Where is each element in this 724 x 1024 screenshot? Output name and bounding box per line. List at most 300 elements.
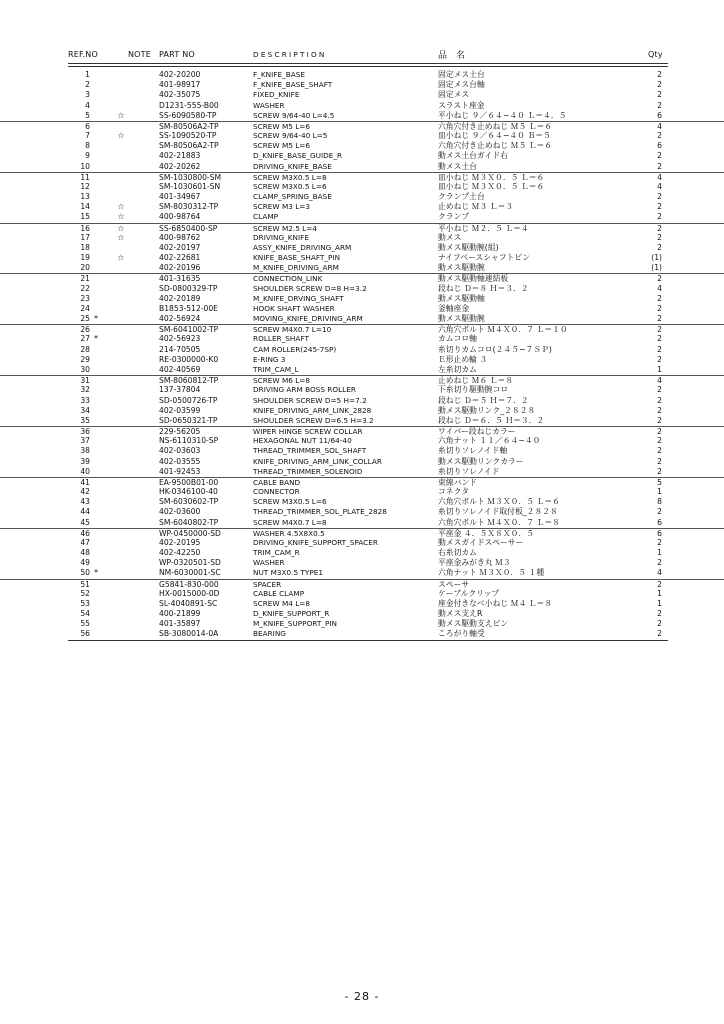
description: WIPER HINGE SCREW COLLAR <box>253 427 363 437</box>
japanese-name: 皿小ねじ ９／６４−４０ Ｂ＝５ <box>438 131 551 141</box>
table-row <box>0 121 724 131</box>
ref-no: 48 <box>80 548 90 558</box>
qty: 2 <box>657 131 662 141</box>
ref-no: 33 <box>80 395 90 405</box>
part-no: 402-20262 <box>159 161 201 171</box>
qty: 2 <box>657 202 662 212</box>
table-row <box>0 548 724 558</box>
qty: 2 <box>657 456 662 466</box>
qty: 2 <box>657 303 662 313</box>
description: THREAD_TRIMMER_SOLENOID <box>253 466 363 476</box>
japanese-name: 六角穴ボルト Ｍ４Ｘ０．７ Ｌ＝８ <box>438 517 560 527</box>
qty: 4 <box>657 376 662 386</box>
description: D_KNIFE_BASE_GUIDE_R <box>253 151 343 161</box>
table-row <box>0 202 724 212</box>
japanese-name: 束線バンド <box>438 477 477 487</box>
japanese-name: 動メス駆動腕 <box>438 263 485 273</box>
description: SHOULDER SCREW D=8 H=3.2 <box>253 283 367 293</box>
ref-no: 27 <box>80 334 90 344</box>
table-row <box>0 243 724 253</box>
part-no: SB-3080014-0A <box>159 629 219 639</box>
ref-no: 25 <box>80 314 90 324</box>
star-mark: ☆ <box>117 253 125 263</box>
description: SCREW M3X0.5 L=6 <box>253 497 327 507</box>
qty: 2 <box>657 354 662 364</box>
japanese-name: 動メスガイドスペーサー <box>438 537 524 547</box>
japanese-name: 六角穴付き止めねじ Ｍ５ Ｌ＝６ <box>438 141 553 151</box>
japanese-name: 釜軸座金 <box>438 303 470 313</box>
qty: 2 <box>657 619 662 629</box>
japanese-name: 皿小ねじ Ｍ３Ｘ０．５ Ｌ＝６ <box>438 181 545 191</box>
table-row <box>0 273 724 283</box>
table-row <box>0 253 724 263</box>
table-row <box>0 304 724 314</box>
japanese-name: 段ねじ Ｄ＝８ Ｈ＝３．２ <box>438 283 529 293</box>
qty: 2 <box>657 334 662 344</box>
description: SCREW M3 L=3 <box>253 202 311 212</box>
ref-no: 50 <box>80 568 90 578</box>
japanese-name: 左糸切カム <box>438 364 477 374</box>
japanese-name: 六角ナット Ｍ３Ｘ０．５ １種 <box>438 568 545 578</box>
qty: 2 <box>657 325 662 335</box>
part-no: SL-4040891-SC <box>159 598 218 608</box>
japanese-name: ナイフベースシャフトピン <box>438 253 530 263</box>
header-japanese-name: 品 名 <box>438 51 466 61</box>
description: D_KNIFE_SUPPORT_R <box>253 609 330 619</box>
qty: 2 <box>657 161 662 171</box>
qty: 2 <box>657 192 662 202</box>
part-no: 137-37804 <box>159 385 201 395</box>
qty: 2 <box>657 80 662 90</box>
star-mark: ☆ <box>117 212 125 222</box>
ref-no: 15 <box>80 212 90 222</box>
table-row <box>0 111 724 121</box>
japanese-name: 動メス駆動軸連結板 <box>438 274 509 284</box>
table-row <box>0 406 724 416</box>
qty: 2 <box>657 558 662 568</box>
table-row <box>0 223 724 233</box>
header-part-no: PART NO <box>159 50 195 59</box>
ref-no: 24 <box>80 303 90 313</box>
ref-no: 21 <box>80 274 90 284</box>
description: SCREW 9/64-40 L=5 <box>253 131 328 141</box>
ref-no: 41 <box>80 477 90 487</box>
ref-no: 12 <box>80 181 90 191</box>
part-no: 402-42250 <box>159 548 201 558</box>
table-row <box>0 629 724 639</box>
qty: 2 <box>657 395 662 405</box>
table-row <box>0 497 724 507</box>
ref-no: 55 <box>80 619 90 629</box>
part-no: 401-34967 <box>159 192 201 202</box>
qty: 5 <box>657 477 662 487</box>
description: SPACER <box>253 579 282 589</box>
ref-no: 30 <box>80 364 90 374</box>
qty: 6 <box>657 141 662 151</box>
qty: 1 <box>657 598 662 608</box>
part-no: 400-98762 <box>159 232 201 242</box>
description: SCREW M3X0.5 L=6 <box>253 181 327 191</box>
ref-no: 34 <box>80 405 90 415</box>
part-no: SM-80506A2-TP <box>159 121 219 131</box>
qty: 1 <box>657 364 662 374</box>
qty: 2 <box>657 609 662 619</box>
qty: 2 <box>657 274 662 284</box>
table-row <box>0 579 724 589</box>
japanese-name: 座金付きなべ小ねじ Ｍ４ Ｌ＝８ <box>438 598 553 608</box>
ref-no: 16 <box>80 223 90 233</box>
part-no: SM-6030602-TP <box>159 497 219 507</box>
ref-no: 49 <box>80 558 90 568</box>
japanese-name: 動メス土台 <box>438 161 477 171</box>
ref-no: 29 <box>80 354 90 364</box>
table-row <box>0 182 724 192</box>
qty: 2 <box>657 579 662 589</box>
part-no: 402-03603 <box>159 446 201 456</box>
table-row <box>0 477 724 487</box>
description: KNIFE_BASE_SHAFT_PIN <box>253 253 341 263</box>
japanese-name: 糸切りカムコロ(２４５−７ＳＰ) <box>438 344 552 354</box>
description: ROLLER_SHAFT <box>253 334 309 344</box>
table-row <box>0 141 724 151</box>
ref-no: 32 <box>80 385 90 395</box>
part-no: NS-6110310-SP <box>159 436 219 446</box>
part-no: 401-98917 <box>159 80 201 90</box>
note-mark: * <box>94 334 98 344</box>
header-rule-top <box>68 63 668 64</box>
ref-no: 31 <box>80 376 90 386</box>
ref-no: 44 <box>80 507 90 517</box>
page-number: - 28 - <box>344 990 380 1003</box>
part-no: SD-0800329-TP <box>159 283 218 293</box>
part-no: 402-56924 <box>159 314 201 324</box>
description: CABLE CLAMP <box>253 588 305 598</box>
description: CLAMP_SPRING_BASE <box>253 192 332 202</box>
part-no: SM-6040802-TP <box>159 517 219 527</box>
japanese-name: 動メス駆動腕(組) <box>438 242 499 252</box>
description: KNIFE_DRIVING_ARM_LINK_COLLAR <box>253 456 382 466</box>
table-row <box>0 212 724 222</box>
part-no: NM-6030001-SC <box>159 568 221 578</box>
header-description: DESCRIPTION <box>253 50 327 59</box>
table-row <box>0 436 724 446</box>
table-row <box>0 558 724 568</box>
part-no: SS-6850400-SP <box>159 223 218 233</box>
table-row <box>0 233 724 243</box>
qty: 2 <box>657 507 662 517</box>
japanese-name: 六角穴付き止めねじ Ｍ５ Ｌ＝６ <box>438 121 553 131</box>
part-no: SD-0650321-TP <box>159 415 218 425</box>
qty: 2 <box>657 151 662 161</box>
qty: 2 <box>657 344 662 354</box>
note-mark: * <box>94 314 98 324</box>
ref-no: 13 <box>80 192 90 202</box>
part-no: 402-03600 <box>159 507 201 517</box>
japanese-name: 平座金みがき丸 Ｍ３ <box>438 558 511 568</box>
japanese-name: 平小ねじ ９／６４−４０ Ｌ＝４．５ <box>438 110 567 120</box>
qty: 2 <box>657 293 662 303</box>
table-row <box>0 426 724 436</box>
table-row <box>0 457 724 467</box>
ref-no: 4 <box>85 100 90 110</box>
table-bottom-rule <box>68 640 668 641</box>
description: M_KNIFE_DRIVING_ARM <box>253 263 339 273</box>
japanese-name: スラスト座金 <box>438 100 485 110</box>
japanese-name: 平小ねじ Ｍ２．５ Ｌ＝４ <box>438 223 529 233</box>
description: SCREW M4X0.7 L=8 <box>253 517 327 527</box>
japanese-name: 動メス駆動リンクカラー <box>438 456 524 466</box>
table-row <box>0 314 724 324</box>
japanese-name: ケーブルクリップ <box>438 588 500 598</box>
ref-no: 19 <box>80 253 90 263</box>
qty: 2 <box>657 466 662 476</box>
description: M_KNIFE_DRVING_SHAFT <box>253 293 344 303</box>
part-no: SM-6041002-TP <box>159 325 219 335</box>
table-row <box>0 70 724 80</box>
qty: 4 <box>657 283 662 293</box>
table-row <box>0 263 724 273</box>
description: DRIVING ARM BOSS ROLLER <box>253 385 356 395</box>
table-row <box>0 619 724 629</box>
description: MOVING_KNIFE_DRIVING_ARM <box>253 314 363 324</box>
qty: 8 <box>657 497 662 507</box>
header-rule-bottom <box>68 66 668 67</box>
japanese-name: 六角穴ボルト Ｍ４Ｘ０．７ Ｌ＝１０ <box>438 325 568 335</box>
qty: 6 <box>657 110 662 120</box>
japanese-name: 六角ナット １１／６４−４０ <box>438 436 541 446</box>
qty: 2 <box>657 385 662 395</box>
ref-no: 36 <box>80 427 90 437</box>
qty: 2 <box>657 223 662 233</box>
ref-no: 54 <box>80 609 90 619</box>
table-row <box>0 324 724 334</box>
part-no: G5841-830-000 <box>159 579 219 589</box>
japanese-name: 止めねじ Ｍ３ Ｌ＝３ <box>438 202 514 212</box>
japanese-name: カムコロ軸 <box>438 334 477 344</box>
table-row <box>0 609 724 619</box>
description: ASSY_KNIFE_DRIVING_ARM <box>253 242 352 252</box>
qty: 4 <box>657 172 662 182</box>
description: THREAD_TRIMMER_SOL_SHAFT <box>253 446 367 456</box>
note-mark: * <box>94 568 98 578</box>
japanese-name: 糸切りソレノイド <box>438 466 500 476</box>
qty: 4 <box>657 568 662 578</box>
table-row <box>0 101 724 111</box>
description: SCREW M6 L=8 <box>253 376 311 386</box>
part-no: 401-92453 <box>159 466 201 476</box>
japanese-name: 下糸切り駆動腕コロ <box>438 385 509 395</box>
ref-no: 2 <box>85 80 90 90</box>
qty: (1) <box>651 263 662 273</box>
table-row <box>0 90 724 100</box>
ref-no: 28 <box>80 344 90 354</box>
table-row <box>0 365 724 375</box>
japanese-name: ワイパー段ねじカラー <box>438 427 516 437</box>
ref-no: 9 <box>85 151 90 161</box>
table-row <box>0 294 724 304</box>
description: E-RING 3 <box>253 354 286 364</box>
qty: 2 <box>657 629 662 639</box>
japanese-name: 右糸切カム <box>438 548 477 558</box>
qty: 1 <box>657 548 662 558</box>
description: F_KNIFE_BASE <box>253 70 305 79</box>
description: CONNECTOR <box>253 487 300 497</box>
part-no: EA-9500B01-00 <box>159 477 219 487</box>
description: NUT M3X0.5 TYPE1 <box>253 568 324 578</box>
parts-table <box>0 70 724 640</box>
qty: 2 <box>657 446 662 456</box>
japanese-name: スペーサ <box>438 579 470 589</box>
ref-no: 8 <box>85 141 90 151</box>
part-no: 400-98764 <box>159 212 201 222</box>
part-no: D1231-555-B00 <box>159 100 219 110</box>
part-no: SM-1030601-SN <box>159 181 221 191</box>
ref-no: 56 <box>80 629 90 639</box>
table-row <box>0 375 724 385</box>
qty: 2 <box>657 537 662 547</box>
qty: 1 <box>657 588 662 598</box>
ref-no: 17 <box>80 232 90 242</box>
description: FIXED_KNIFE <box>253 90 300 100</box>
description: CLAMP <box>253 212 279 222</box>
description: TRIM_CAM_L <box>253 364 299 374</box>
header-qty: Qty <box>648 50 663 59</box>
star-mark: ☆ <box>117 131 125 141</box>
description: SCREW M4 L=8 <box>253 598 311 608</box>
ref-no: 26 <box>80 325 90 335</box>
ref-no: 47 <box>80 537 90 547</box>
qty: 6 <box>657 528 662 538</box>
table-row <box>0 334 724 344</box>
table-row <box>0 151 724 161</box>
qty: 2 <box>657 436 662 446</box>
part-no: 402-21883 <box>159 151 201 161</box>
ref-no: 45 <box>80 517 90 527</box>
table-row <box>0 507 724 517</box>
japanese-name: 皿小ねじ Ｍ３Ｘ０．５ Ｌ＝６ <box>438 172 545 182</box>
japanese-name: 動メス駆動リンク_２８２８ <box>438 405 536 415</box>
part-no: 402-22681 <box>159 253 201 263</box>
japanese-name: 動メス土台ガイド右 <box>438 151 508 161</box>
ref-no: 39 <box>80 456 90 466</box>
ref-no: 38 <box>80 446 90 456</box>
qty: 4 <box>657 181 662 191</box>
description: CAM ROLLER(245-7SP) <box>253 344 337 354</box>
description: DRIVING_KNIFE_BASE <box>253 161 332 171</box>
table-row <box>0 345 724 355</box>
star-mark: ☆ <box>117 232 125 242</box>
description: TRIM_CAM_R <box>253 548 300 558</box>
part-no: 402-35075 <box>159 90 201 100</box>
part-no: 229-56205 <box>159 427 201 437</box>
table-row <box>0 416 724 426</box>
japanese-name: 動メス駆動軸 <box>438 293 485 303</box>
japanese-name: ころがり軸受 <box>438 629 485 639</box>
description: SCREW M3X0.5 L=8 <box>253 172 327 182</box>
qty: 1 <box>657 487 662 497</box>
description: SCREW 9/64-40 L=4.5 <box>253 110 335 120</box>
part-no: WP-0450000-SD <box>159 528 221 538</box>
description: DRIVING_KNIFE <box>253 232 309 242</box>
ref-no: 6 <box>85 121 90 131</box>
description: BEARING <box>253 629 286 639</box>
description: DRIVING_KNIFE_SUPPORT_SPACER <box>253 537 378 547</box>
japanese-name: クランプ土台 <box>438 192 485 202</box>
ref-no: 7 <box>85 131 90 141</box>
table-row <box>0 355 724 365</box>
part-no: SM-8030312-TP <box>159 202 219 212</box>
part-no: 400-21899 <box>159 609 201 619</box>
description: SCREW M5 L=6 <box>253 141 311 151</box>
description: CONNECTION_LINK <box>253 274 323 284</box>
part-no: WP-0320501-SD <box>159 558 221 568</box>
table-row <box>0 396 724 406</box>
part-no: 402-03555 <box>159 456 201 466</box>
japanese-name: クランプ <box>438 212 470 222</box>
ref-no: 10 <box>80 161 90 171</box>
japanese-name: 止めねじ Ｍ６ Ｌ＝８ <box>438 376 514 386</box>
part-no: SM-8060812-TP <box>159 376 219 386</box>
japanese-name: 段ねじ Ｄ＝５ Ｈ＝７．２ <box>438 395 529 405</box>
part-no: 214-70505 <box>159 344 201 354</box>
japanese-name: 動メス駆動支えピン <box>438 619 509 629</box>
header-note: NOTE <box>128 50 152 59</box>
description: SCREW M2.5 L=4 <box>253 223 317 233</box>
japanese-name: 動メス <box>438 232 462 242</box>
japanese-name: 平座金 ４．５Ｘ８Ｘ０．５ <box>438 528 535 538</box>
ref-no: 3 <box>85 90 90 100</box>
part-no: SS-6090580-TP <box>159 110 217 120</box>
ref-no: 22 <box>80 283 90 293</box>
table-row <box>0 446 724 456</box>
japanese-name: Ｅ形止め輪 ３ <box>438 354 488 364</box>
part-no: 402-03599 <box>159 405 201 415</box>
part-no: 402-56923 <box>159 334 201 344</box>
part-no: HK-0346100-40 <box>159 487 218 497</box>
part-no: HX-0015000-0D <box>159 588 220 598</box>
table-row <box>0 162 724 172</box>
table-row <box>0 589 724 599</box>
japanese-name: コネクタ <box>438 487 470 497</box>
part-no: SM-1030800-SM <box>159 172 222 182</box>
qty: (1) <box>651 253 662 263</box>
qty: 2 <box>657 427 662 437</box>
japanese-name: 固定メス土台 <box>438 70 485 79</box>
japanese-name: 動メス支えR <box>438 609 483 619</box>
ref-no: 46 <box>80 528 90 538</box>
star-mark: ☆ <box>117 223 125 233</box>
part-no: 401-31635 <box>159 274 201 284</box>
qty: 2 <box>657 90 662 100</box>
table-row <box>0 192 724 202</box>
table-row <box>0 599 724 609</box>
qty: 2 <box>657 242 662 252</box>
ref-no: 51 <box>80 579 90 589</box>
description: F_KNIFE_BASE_SHAFT <box>253 80 333 90</box>
ref-no: 52 <box>80 588 90 598</box>
part-no: SM-80506A2-TP <box>159 141 219 151</box>
qty: 2 <box>657 415 662 425</box>
ref-no: 11 <box>80 172 90 182</box>
part-no: 402-20195 <box>159 537 201 547</box>
ref-no: 40 <box>80 466 90 476</box>
ref-no: 18 <box>80 242 90 252</box>
star-mark: ☆ <box>117 110 125 120</box>
qty: 2 <box>657 212 662 222</box>
description: WASHER <box>253 100 285 110</box>
description: SHOULDER SCREW D=5 H=7.2 <box>253 395 367 405</box>
description: CABLE BAND <box>253 477 301 487</box>
